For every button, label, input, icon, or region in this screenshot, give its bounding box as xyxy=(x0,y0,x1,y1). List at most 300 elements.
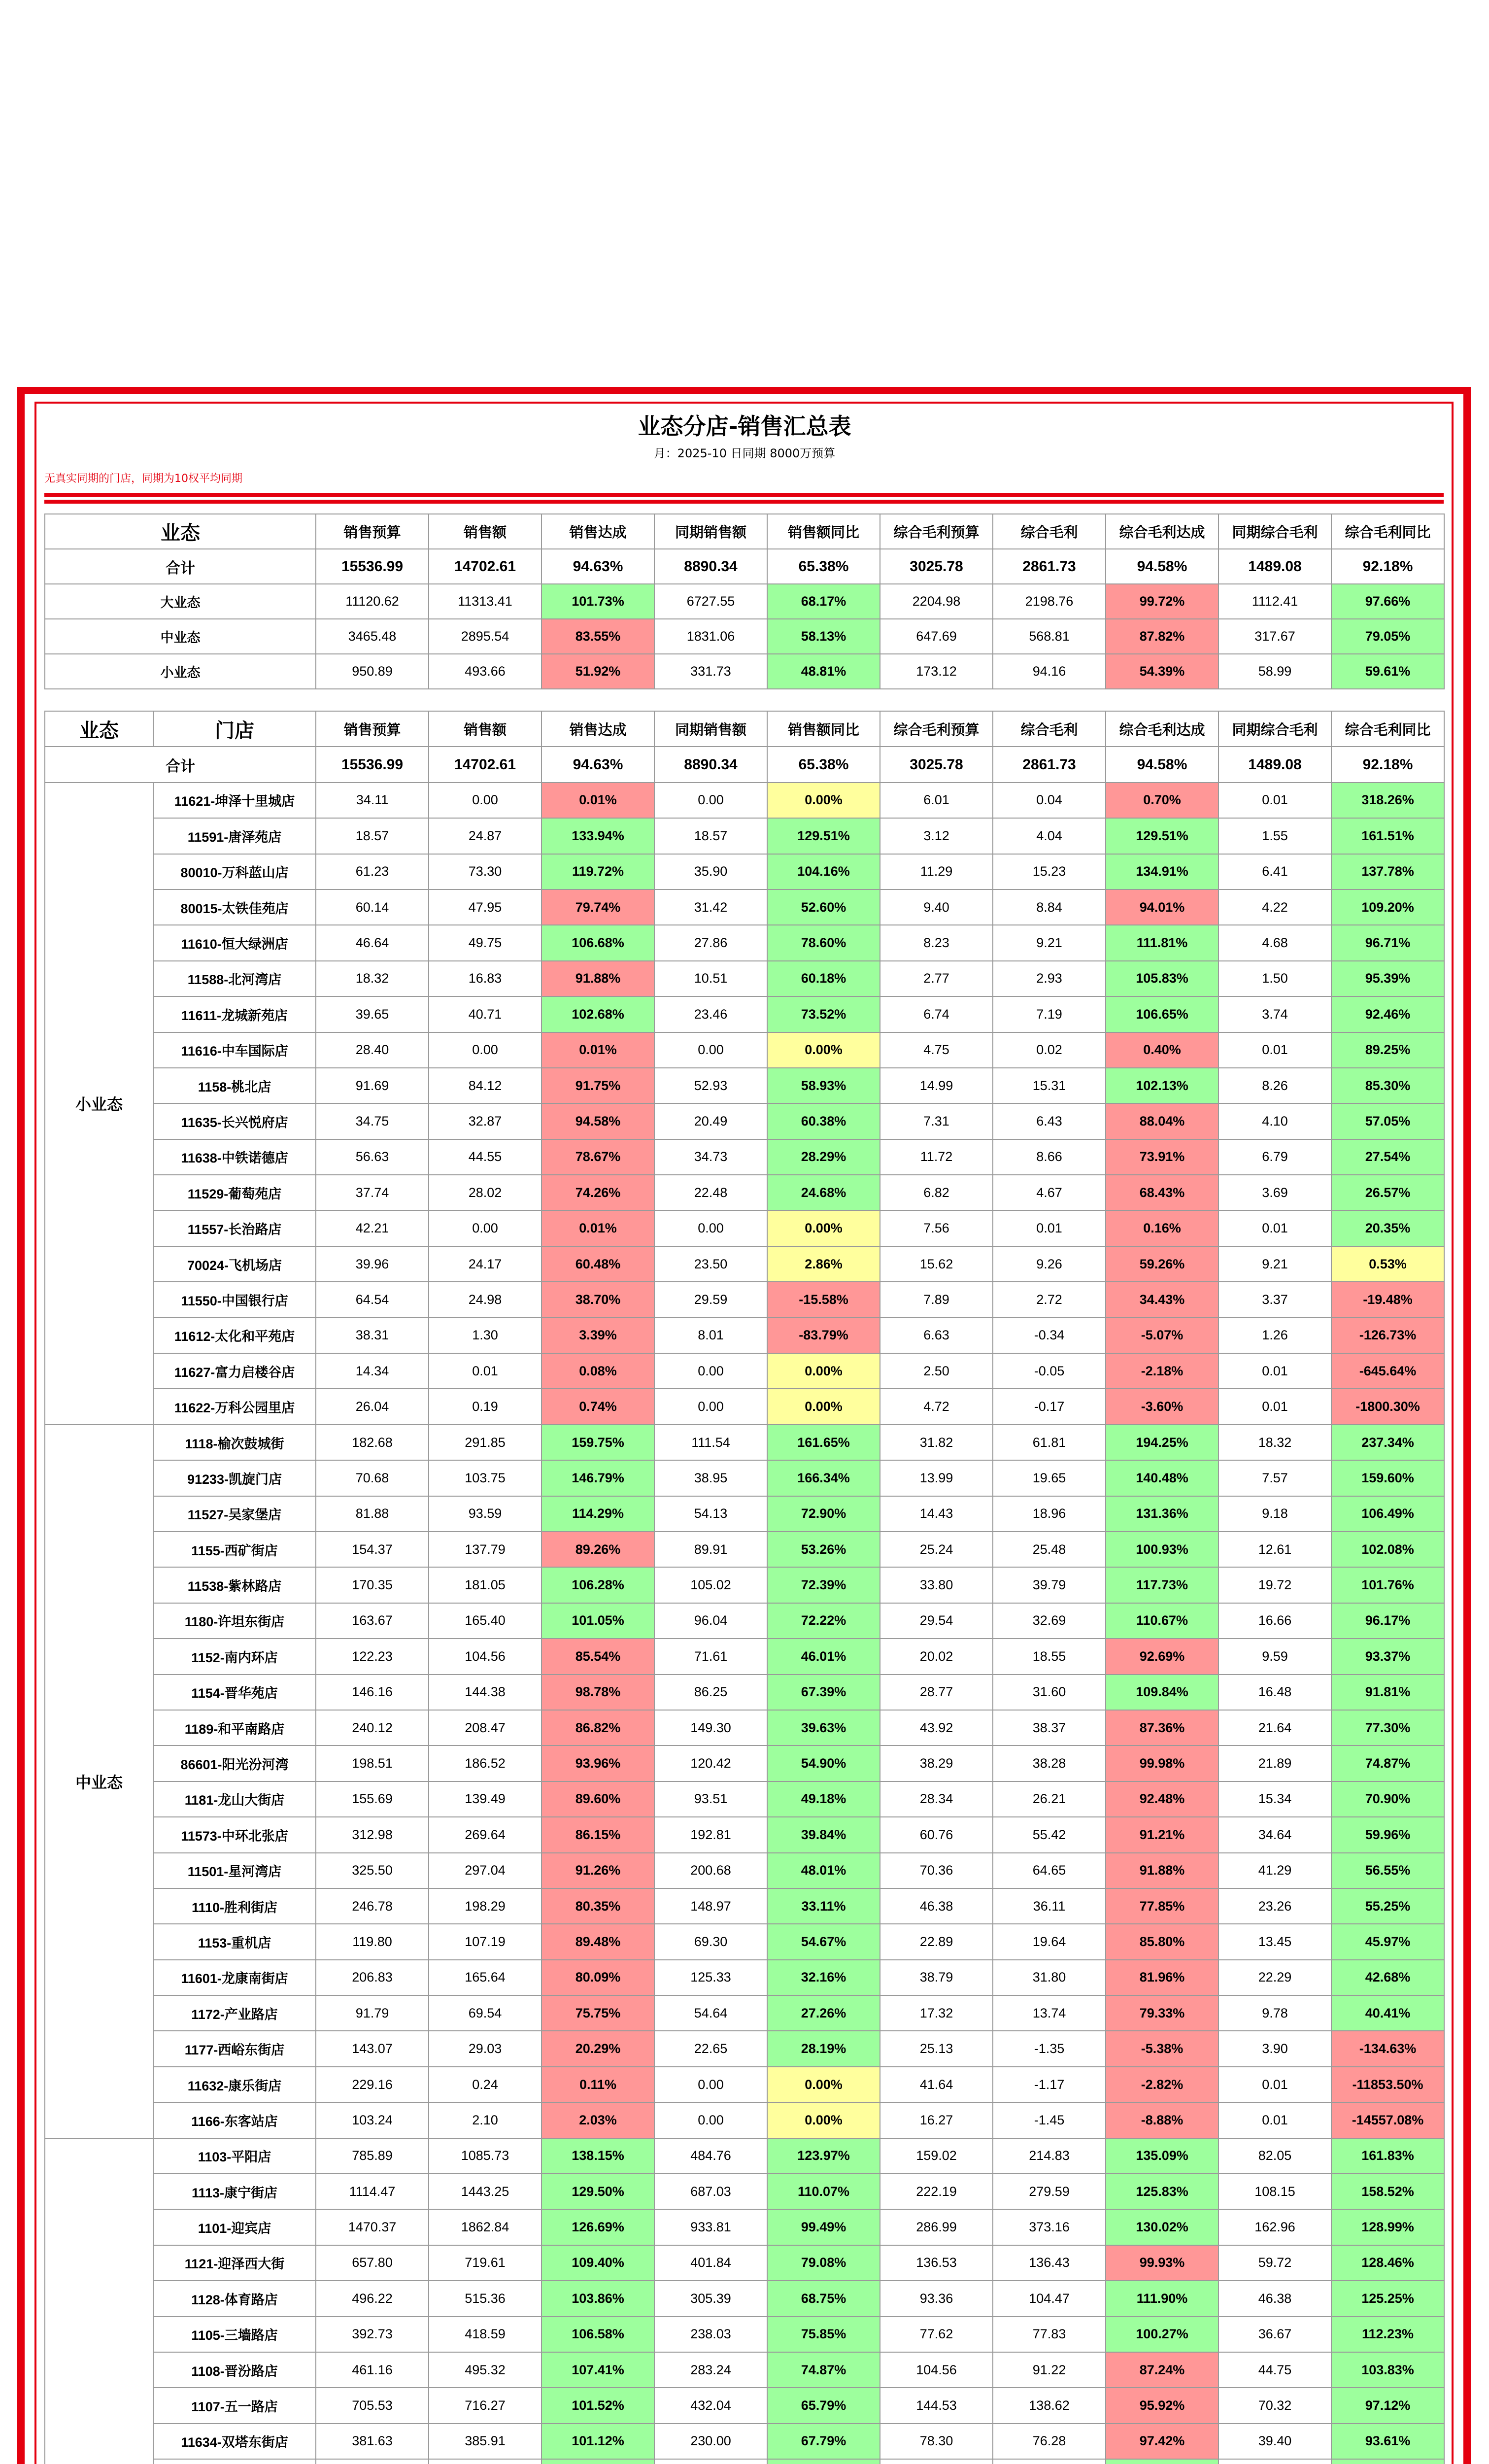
summary-row-label: 合计 xyxy=(45,549,316,584)
detail-total-cell: 92.18% xyxy=(1331,747,1444,782)
store-cell: 87.36% xyxy=(1106,1710,1218,1745)
store-cell: 91.22 xyxy=(993,2352,1106,2388)
store-cell: 26.21 xyxy=(993,1781,1106,1817)
store-cell: 122.23 xyxy=(316,1639,429,1674)
store-cell: 144.53 xyxy=(880,2388,993,2423)
summary-cell: 3025.78 xyxy=(880,549,993,584)
store-cell: 16.83 xyxy=(429,961,541,996)
store-cell: 34.75 xyxy=(316,1103,429,1139)
store-cell: 91.81% xyxy=(1331,1675,1444,1710)
store-cell: 102.13% xyxy=(1106,1068,1218,1103)
store-cell: 55.25% xyxy=(1331,1888,1444,1924)
store-cell: 4.04 xyxy=(993,818,1106,854)
store-cell: 7.56 xyxy=(880,1210,993,1246)
store-name: 1101-迎宾店 xyxy=(153,2209,316,2245)
store-cell: 94.01% xyxy=(1106,890,1218,925)
store-cell: 25.24 xyxy=(880,1532,993,1567)
store-cell: 106.49% xyxy=(1331,1496,1444,1532)
store-cell: 3.39% xyxy=(541,1318,654,1353)
store-cell: 92.46% xyxy=(1331,996,1444,1032)
table-row xyxy=(45,1532,1444,1567)
store-cell: 4.67 xyxy=(993,1175,1106,1210)
table-row xyxy=(45,1817,1444,1852)
store-cell: 103.75 xyxy=(429,1460,541,1496)
store-cell: 86.82% xyxy=(541,1710,654,1745)
store-cell: 9.78 xyxy=(1218,1995,1331,2031)
store-cell: 104.47 xyxy=(993,2281,1106,2316)
store-cell: 2.10 xyxy=(429,2102,541,2138)
store-cell: 325.50 xyxy=(316,1853,429,1888)
store-cell: 67.79% xyxy=(767,2424,880,2459)
store-cell: 92.69% xyxy=(1106,1639,1218,1674)
store-cell: 69.30 xyxy=(654,1924,767,1959)
store-cell: 39.79 xyxy=(993,1567,1106,1603)
table-row xyxy=(45,1210,1444,1246)
summary-header-cell: 销售额 xyxy=(429,514,541,549)
store-cell: 432.04 xyxy=(654,2388,767,2423)
store-cell: 72.90% xyxy=(767,1496,880,1532)
store-cell: 18.96 xyxy=(993,1496,1106,1532)
summary-cell: 14702.61 xyxy=(429,549,541,584)
table-row xyxy=(45,2388,1444,2423)
store-cell: 0.16% xyxy=(1106,1210,1218,1246)
summary-cell: 173.12 xyxy=(880,654,993,689)
store-cell: 214.83 xyxy=(993,2138,1106,2174)
summary-cell: 493.66 xyxy=(429,654,541,689)
store-cell: 15.34 xyxy=(1218,1781,1331,1817)
store-name: 1180-许坦东街店 xyxy=(153,1603,316,1639)
summary-cell: 101.73% xyxy=(541,584,654,619)
store-cell: 10.51 xyxy=(654,961,767,996)
table-row xyxy=(45,1567,1444,1603)
store-cell: 36.11 xyxy=(993,1888,1106,1924)
store-cell: 0.01 xyxy=(993,1210,1106,1246)
store-cell: 687.03 xyxy=(654,2174,767,2209)
store-cell: 64.54 xyxy=(316,1282,429,1317)
store-cell: 15.23 xyxy=(993,854,1106,890)
detail-total-cell: 14702.61 xyxy=(429,747,541,782)
summary-cell: 8890.34 xyxy=(654,549,767,584)
store-cell: 26.04 xyxy=(316,1389,429,1424)
store-cell: 6.41 xyxy=(1218,854,1331,890)
store-cell: 7.19 xyxy=(993,996,1106,1032)
store-cell: 4.72 xyxy=(880,1389,993,1424)
store-cell: 38.79 xyxy=(880,1960,993,1995)
store-cell: 79.08% xyxy=(767,2245,880,2281)
store-cell: 22.48 xyxy=(654,1175,767,1210)
table-row xyxy=(45,1425,1444,1460)
store-cell: 91.26% xyxy=(541,1853,654,1888)
store-name: 11529-葡萄苑店 xyxy=(153,1175,316,1210)
store-cell: 39.65 xyxy=(316,996,429,1032)
store-cell: -0.17 xyxy=(993,1389,1106,1424)
detail-total-label: 合计 xyxy=(45,747,316,782)
store-cell: 373.16 xyxy=(993,2209,1106,2245)
store-cell: 16.48 xyxy=(1218,1675,1331,1710)
store-cell: 128.46% xyxy=(1331,2245,1444,2281)
store-cell: 0.04 xyxy=(993,783,1106,818)
store-cell: 2.77 xyxy=(880,961,993,996)
store-cell: 129.50% xyxy=(541,2174,654,2209)
store-cell: 54.67% xyxy=(767,1924,880,1959)
store-name: 11627-富力启楼谷店 xyxy=(153,1353,316,1389)
store-cell: 0.53% xyxy=(1331,1246,1444,1282)
store-cell: 785.89 xyxy=(316,2138,429,2174)
store-cell: 719.61 xyxy=(429,2245,541,2281)
store-cell: 23.50 xyxy=(654,1246,767,1282)
store-cell: -1800.30% xyxy=(1331,1389,1444,1424)
detail-total-row xyxy=(45,747,1444,782)
store-cell: 104.56 xyxy=(429,1639,541,1674)
table-row xyxy=(45,1675,1444,1710)
store-cell: 18.32 xyxy=(316,961,429,996)
store-name: 1172-产业路店 xyxy=(153,1995,316,2031)
store-cell: 68.43% xyxy=(1106,1175,1218,1210)
store-cell: 74.87% xyxy=(1331,1745,1444,1781)
detail-total-cell: 65.38% xyxy=(767,747,880,782)
store-cell: 0.40% xyxy=(1106,1032,1218,1068)
store-cell: 4.68 xyxy=(1218,925,1331,960)
store-cell: 2.72 xyxy=(993,1282,1106,1317)
store-cell: 0.01 xyxy=(1218,2102,1331,2138)
table-row xyxy=(45,890,1444,925)
store-cell: 81.96% xyxy=(1106,1960,1218,1995)
store-cell: 2.93 xyxy=(993,961,1106,996)
store-cell: 106.65% xyxy=(1106,996,1218,1032)
summary-cell: 11313.41 xyxy=(429,584,541,619)
table-row xyxy=(45,1068,1444,1103)
store-cell: 29.54 xyxy=(880,1603,993,1639)
store-cell: 74.87% xyxy=(767,2352,880,2388)
store-cell: 42.68% xyxy=(1331,1960,1444,1995)
summary-cell: 79.05% xyxy=(1331,619,1444,654)
store-cell: 46.38 xyxy=(880,1888,993,1924)
store-cell: 198.51 xyxy=(316,1745,429,1781)
store-cell: 192.81 xyxy=(654,1817,767,1852)
detail-header-cell: 同期销售额 xyxy=(654,711,767,747)
store-cell: 0.00% xyxy=(767,1353,880,1389)
store-cell: 8.23 xyxy=(880,925,993,960)
store-cell: 4.75 xyxy=(880,1032,993,1068)
store-cell: 1085.73 xyxy=(429,2138,541,2174)
store-name: 11538-紫林路店 xyxy=(153,1567,316,1603)
table-row xyxy=(45,1960,1444,1995)
store-cell: 104.56 xyxy=(880,2352,993,2388)
store-name: 1118-榆次鼓城街 xyxy=(153,1425,316,1460)
store-cell: 229.16 xyxy=(316,2067,429,2102)
store-cell: 200.68 xyxy=(654,1853,767,1888)
store-cell: 38.70% xyxy=(541,1282,654,1317)
store-cell: 0.00 xyxy=(654,2067,767,2102)
store-cell: 78.30 xyxy=(880,2424,993,2459)
store-cell: 146.16 xyxy=(316,1675,429,1710)
summary-cell: 54.39% xyxy=(1106,654,1218,689)
store-cell: 91.75% xyxy=(541,1068,654,1103)
store-cell: 8.66 xyxy=(993,1139,1106,1175)
store-cell: 33.11% xyxy=(767,1888,880,1924)
store-cell: 496.22 xyxy=(316,2281,429,2316)
table-row xyxy=(45,2245,1444,2281)
store-cell: -1.45 xyxy=(993,2102,1106,2138)
store-cell: 17.32 xyxy=(880,1995,993,2031)
store-cell: 52.93 xyxy=(654,1068,767,1103)
store-cell: 208.47 xyxy=(429,1710,541,1745)
store-cell: 54.13 xyxy=(654,1496,767,1532)
store-cell: 13.74 xyxy=(993,1995,1106,2031)
store-cell: 22.65 xyxy=(654,2031,767,2066)
store-cell: 27.26% xyxy=(767,1995,880,2031)
store-name: 11588-北河湾店 xyxy=(153,961,316,996)
store-cell xyxy=(1331,2459,1444,2464)
detail-total-cell: 94.58% xyxy=(1106,747,1218,782)
store-cell: 91.88% xyxy=(541,961,654,996)
store-cell: 166.34% xyxy=(767,1460,880,1496)
store-cell: 515.36 xyxy=(429,2281,541,2316)
store-cell: 106.28% xyxy=(541,1567,654,1603)
table-row xyxy=(45,1853,1444,1888)
store-cell: 77.85% xyxy=(1106,1888,1218,1924)
summary-cell: 87.82% xyxy=(1106,619,1218,654)
table-row xyxy=(45,996,1444,1032)
store-cell: 2.03% xyxy=(541,2102,654,2138)
detail-header-cell: 门店 xyxy=(153,711,316,747)
store-cell: 123.97% xyxy=(767,2138,880,2174)
store-cell xyxy=(1106,2459,1218,2464)
store-cell: 101.05% xyxy=(541,1603,654,1639)
table-row xyxy=(45,2352,1444,2388)
store-cell: 0.01 xyxy=(1218,1353,1331,1389)
store-cell: 4.22 xyxy=(1218,890,1331,925)
store-cell xyxy=(654,2459,767,2464)
store-cell: 12.61 xyxy=(1218,1532,1331,1567)
store-cell: 3.12 xyxy=(880,818,993,854)
store-cell: 78.67% xyxy=(541,1139,654,1175)
store-cell: 19.64 xyxy=(993,1924,1106,1959)
store-cell: 3.74 xyxy=(1218,996,1331,1032)
store-cell: 93.51 xyxy=(654,1781,767,1817)
store-name: 1177-西峪东街店 xyxy=(153,2031,316,2066)
store-cell: 114.29% xyxy=(541,1496,654,1532)
store-cell: 6.79 xyxy=(1218,1139,1331,1175)
store-cell: 93.59 xyxy=(429,1496,541,1532)
store-name: 1107-五一路店 xyxy=(153,2388,316,2423)
group-label xyxy=(45,2138,153,2464)
summary-cell: 94.63% xyxy=(541,549,654,584)
store-cell: 135.09% xyxy=(1106,2138,1218,2174)
store-name: 11501-星河湾店 xyxy=(153,1853,316,1888)
store-cell: 246.78 xyxy=(316,1888,429,1924)
store-cell: 87.24% xyxy=(1106,2352,1218,2388)
store-cell: 9.21 xyxy=(1218,1246,1331,1282)
store-name: 11634-双塔东街店 xyxy=(153,2424,316,2459)
store-cell: 34.73 xyxy=(654,1139,767,1175)
table-row xyxy=(45,1995,1444,2031)
table-row xyxy=(45,2317,1444,2352)
store-cell: 305.39 xyxy=(654,2281,767,2316)
store-cell: 28.29% xyxy=(767,1139,880,1175)
store-cell: 107.19 xyxy=(429,1924,541,1959)
store-cell: 111.54 xyxy=(654,1425,767,1460)
store-name: 11638-中铁诺德店 xyxy=(153,1139,316,1175)
detail-header-cell: 综合毛利达成 xyxy=(1106,711,1218,747)
store-cell: 59.72 xyxy=(1218,2245,1331,2281)
store-cell: 54.64 xyxy=(654,1995,767,2031)
store-cell: -0.34 xyxy=(993,1318,1106,1353)
store-cell: 93.36 xyxy=(880,2281,993,2316)
store-cell: 27.86 xyxy=(654,925,767,960)
group-label: 中业态 xyxy=(45,1425,153,2138)
summary-cell: 15536.99 xyxy=(316,549,429,584)
store-cell: 93.61% xyxy=(1331,2424,1444,2459)
store-cell: 61.81 xyxy=(993,1425,1106,1460)
store-cell: 716.27 xyxy=(429,2388,541,2423)
store-cell: 3.69 xyxy=(1218,1175,1331,1210)
store-cell: 89.48% xyxy=(541,1924,654,1959)
store-cell: 79.74% xyxy=(541,890,654,925)
store-cell: 1.55 xyxy=(1218,818,1331,854)
store-cell: 0.00 xyxy=(654,1353,767,1389)
store-cell: 6.74 xyxy=(880,996,993,1032)
store-cell: 60.76 xyxy=(880,1817,993,1852)
store-cell: 125.25% xyxy=(1331,2281,1444,2316)
store-cell: 9.18 xyxy=(1218,1496,1331,1532)
table-row xyxy=(45,1139,1444,1175)
store-cell: 120.42 xyxy=(654,1745,767,1781)
store-cell: 0.19 xyxy=(429,1389,541,1424)
store-cell: 75.75% xyxy=(541,1995,654,2031)
store-cell: 43.92 xyxy=(880,1710,993,1745)
store-cell: 41.64 xyxy=(880,2067,993,2102)
store-cell: 34.43% xyxy=(1106,1282,1218,1317)
store-cell: 461.16 xyxy=(316,2352,429,2388)
store-cell: 64.65 xyxy=(993,1853,1106,1888)
summary-header-cell: 销售达成 xyxy=(541,514,654,549)
table-row xyxy=(45,1032,1444,1068)
store-cell: 148.97 xyxy=(654,1888,767,1924)
store-cell: 92.48% xyxy=(1106,1781,1218,1817)
store-cell: 139.49 xyxy=(429,1781,541,1817)
store-cell: 130.02% xyxy=(1106,2209,1218,2245)
store-cell: 86.25 xyxy=(654,1675,767,1710)
store-cell: 0.00 xyxy=(654,783,767,818)
store-cell: 8.84 xyxy=(993,890,1106,925)
store-cell: 37.74 xyxy=(316,1175,429,1210)
store-cell: 7.57 xyxy=(1218,1460,1331,1496)
store-cell: 165.40 xyxy=(429,1603,541,1639)
summary-cell: 97.66% xyxy=(1331,584,1444,619)
store-cell: 97.42% xyxy=(1106,2424,1218,2459)
store-cell xyxy=(316,2459,429,2464)
summary-cell: 2895.54 xyxy=(429,619,541,654)
summary-body xyxy=(45,549,1444,689)
store-cell: 198.29 xyxy=(429,1888,541,1924)
store-cell: 22.89 xyxy=(880,1924,993,1959)
store-cell: 101.52% xyxy=(541,2388,654,2423)
summary-header-cell: 综合毛利预算 xyxy=(880,514,993,549)
store-cell: 3.37 xyxy=(1218,1282,1331,1317)
table-row xyxy=(45,961,1444,996)
store-cell: 181.05 xyxy=(429,1567,541,1603)
store-cell: 194.25% xyxy=(1106,1425,1218,1460)
store-cell: 88.04% xyxy=(1106,1103,1218,1139)
store-cell: 0.01 xyxy=(1218,1210,1331,1246)
store-cell: 103.86% xyxy=(541,2281,654,2316)
store-cell: 110.67% xyxy=(1106,1603,1218,1639)
store-name: 80010-万科蓝山店 xyxy=(153,854,316,890)
store-cell: 159.75% xyxy=(541,1425,654,1460)
store-cell: 0.08% xyxy=(541,1353,654,1389)
table-row xyxy=(45,2209,1444,2245)
store-cell: -15.58% xyxy=(767,1282,880,1317)
store-name: 11610-恒大绿洲店 xyxy=(153,925,316,960)
detail-total-cell: 15536.99 xyxy=(316,747,429,782)
store-cell: 52.60% xyxy=(767,890,880,925)
store-cell: 0.00 xyxy=(654,1389,767,1424)
store-cell: 14.99 xyxy=(880,1068,993,1103)
store-cell: 70.36 xyxy=(880,1853,993,1888)
store-cell xyxy=(767,2459,880,2464)
store-cell: 3.90 xyxy=(1218,2031,1331,2066)
store-cell: 32.69 xyxy=(993,1603,1106,1639)
summary-cell: 2861.73 xyxy=(993,549,1106,584)
table-row xyxy=(45,1103,1444,1139)
store-cell: 20.35% xyxy=(1331,1210,1444,1246)
detail-table xyxy=(44,711,1445,2464)
store-cell: 161.83% xyxy=(1331,2138,1444,2174)
store-cell: 9.59 xyxy=(1218,1639,1331,1674)
table-row xyxy=(45,1888,1444,1924)
store-cell: 84.12 xyxy=(429,1068,541,1103)
store-cell: 162.96 xyxy=(1218,2209,1331,2245)
store-cell: 125.83% xyxy=(1106,2174,1218,2209)
store-cell: 82.05 xyxy=(1218,2138,1331,2174)
store-cell: 98.78% xyxy=(541,1675,654,1710)
store-cell: 89.25% xyxy=(1331,1032,1444,1068)
store-cell: 53.26% xyxy=(767,1532,880,1567)
store-cell: 144.38 xyxy=(429,1675,541,1710)
store-cell: 55.42 xyxy=(993,1817,1106,1852)
table-row xyxy=(45,2459,1444,2464)
store-cell: 0.00 xyxy=(429,1032,541,1068)
store-cell: 38.31 xyxy=(316,1318,429,1353)
store-cell: 137.79 xyxy=(429,1532,541,1567)
summary-row-label: 大业态 xyxy=(45,584,316,619)
store-cell: 101.12% xyxy=(541,2424,654,2459)
summary-cell: 331.73 xyxy=(654,654,767,689)
store-cell: 31.80 xyxy=(993,1960,1106,1995)
store-cell xyxy=(1218,2459,1331,2464)
store-cell: 385.91 xyxy=(429,2424,541,2459)
store-cell: 705.53 xyxy=(316,2388,429,2423)
store-cell: 0.70% xyxy=(1106,783,1218,818)
store-name: 1155-西矿街店 xyxy=(153,1532,316,1567)
store-cell: 401.84 xyxy=(654,2245,767,2281)
store-cell: 2.86% xyxy=(767,1246,880,1282)
store-cell: 125.33 xyxy=(654,1960,767,1995)
store-cell: 67.39% xyxy=(767,1675,880,1710)
table-row xyxy=(45,2067,1444,2102)
store-cell: 20.29% xyxy=(541,2031,654,2066)
summary-header-row xyxy=(45,514,1444,549)
store-cell: 165.64 xyxy=(429,1960,541,1995)
store-cell: 58.93% xyxy=(767,1068,880,1103)
store-cell: 13.99 xyxy=(880,1460,993,1496)
store-cell: 6.63 xyxy=(880,1318,993,1353)
store-cell: 46.01% xyxy=(767,1639,880,1674)
summary-cell: 647.69 xyxy=(880,619,993,654)
store-cell: 154.37 xyxy=(316,1532,429,1567)
store-cell: 91.21% xyxy=(1106,1817,1218,1852)
